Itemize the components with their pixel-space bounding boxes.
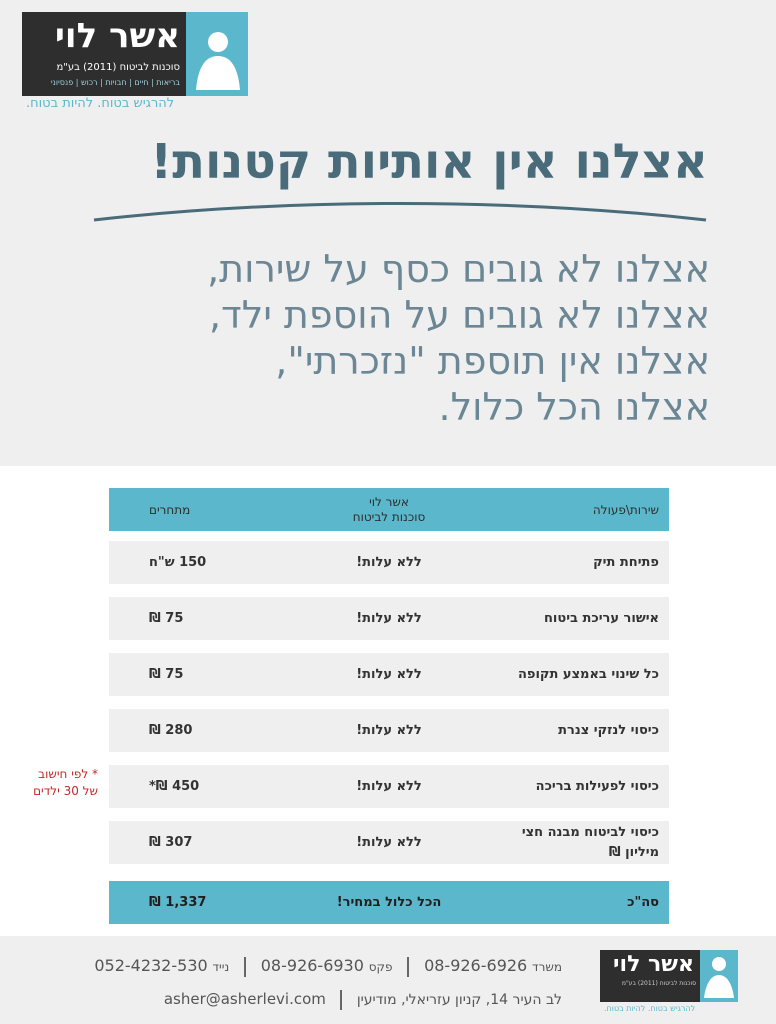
row-asher: ללא עלות! bbox=[356, 723, 422, 738]
logo-lines: בריאות | חיים | חבויות | רכוש | פנסיוני bbox=[50, 78, 180, 87]
row-asher: ללא עלות! bbox=[356, 611, 422, 626]
headline: אצלנו אין אותיות קטנות! bbox=[150, 134, 708, 190]
row-competitors: 150 ש"ח bbox=[149, 555, 207, 570]
row-service: כיסוי לביטוח מבנה חצי מיליון ₪ bbox=[521, 824, 659, 860]
divider bbox=[244, 957, 246, 977]
tagline-line: אצלנו לא גובים על הוספת ילד, bbox=[208, 293, 710, 337]
mobile-phone[interactable]: 052-4232-530 bbox=[94, 956, 208, 975]
header-asher-text: אשר לוי סוכנות לביטוח bbox=[352, 494, 426, 524]
header-service: שירות\פעולה bbox=[592, 502, 659, 517]
divider bbox=[407, 957, 409, 977]
tagline-line: אצלנו לא גובים כסף על שירות, bbox=[207, 247, 710, 291]
header-competitors: מתחרים bbox=[149, 502, 191, 517]
logo-name: אשר לוי bbox=[54, 16, 180, 56]
fax-number: 08-926-6930 bbox=[260, 956, 364, 975]
table-row bbox=[109, 821, 669, 864]
logo-tagline: להרגיש בטוח. להיות בטוח. bbox=[26, 96, 175, 111]
underline-swoosh bbox=[90, 196, 710, 226]
footer-tagline: להרגיש בטוח. להיות בטוח. bbox=[604, 1004, 696, 1013]
person-icon bbox=[192, 26, 244, 92]
table-row bbox=[109, 765, 669, 808]
footer-logo-teal-panel bbox=[700, 950, 738, 1002]
row-competitors: 75 ₪ bbox=[149, 611, 184, 626]
row-service: אישור עריכת ביטוח bbox=[543, 611, 659, 626]
fax-label: פקס bbox=[368, 960, 393, 974]
row-competitors: 307 ₪ bbox=[149, 835, 193, 850]
person-icon bbox=[700, 950, 738, 1002]
address: לב העיר 14, קניון עזריאלי, מודיעין bbox=[356, 992, 562, 1008]
mobile-label: נייד bbox=[212, 960, 230, 974]
row-asher: ללא עלות! bbox=[356, 555, 422, 570]
header-asher bbox=[309, 488, 469, 531]
divider bbox=[340, 990, 342, 1010]
contact-phones bbox=[94, 956, 562, 977]
total-competitors: 1,337 ₪ bbox=[149, 895, 207, 910]
footer-logo-name: אשר לוי bbox=[613, 952, 694, 977]
row-competitors: 75 ₪ bbox=[149, 667, 184, 682]
logo-subtitle: סוכנות לביטוח (2011) בע"מ bbox=[56, 62, 180, 73]
row-competitors: 280 ₪ bbox=[149, 723, 193, 738]
row-service: כיסוי לפעילות בריכה bbox=[535, 779, 659, 794]
office-phone[interactable]: 08-926-6926 bbox=[424, 956, 528, 975]
total-label: סה"כ bbox=[627, 895, 659, 910]
contact-address bbox=[164, 990, 562, 1010]
footer-logo bbox=[600, 950, 738, 1002]
office-label: משרד bbox=[532, 960, 562, 974]
logo bbox=[22, 12, 248, 96]
table-row bbox=[109, 597, 669, 640]
footer-logo-dark-panel bbox=[600, 950, 700, 1002]
tagline-lines bbox=[207, 246, 710, 430]
row-asher: ללא עלות! bbox=[356, 667, 422, 682]
email-link[interactable]: asher@asherlevi.com bbox=[163, 990, 326, 1008]
logo-dark-panel bbox=[22, 12, 186, 96]
row-asher: ללא עלות! bbox=[356, 779, 422, 794]
footer bbox=[0, 936, 776, 1024]
table-row bbox=[109, 541, 669, 584]
comparison-table bbox=[109, 488, 669, 924]
row-asher: ללא עלות! bbox=[356, 835, 422, 850]
row-service: פתיחת תיק bbox=[593, 555, 659, 570]
table-row bbox=[109, 653, 669, 696]
row-competitors: 450 ₪* bbox=[149, 779, 200, 794]
tagline-line: אצלנו אין תוספת "נזכרתי", bbox=[275, 339, 710, 383]
row-service: כיסוי לנזקי צנרת bbox=[558, 723, 659, 738]
row-service: כל שינוי באמצע תקופה bbox=[517, 667, 659, 682]
table-total bbox=[109, 881, 669, 924]
table-row bbox=[109, 709, 669, 752]
total-asher: הכל כלול במחיר! bbox=[336, 895, 442, 910]
footnote: * לפי חישוב של 30 ילדים bbox=[33, 767, 98, 798]
tagline-line: אצלנו הכל כלול. bbox=[438, 385, 710, 429]
table-header bbox=[109, 488, 669, 531]
top-section bbox=[0, 0, 776, 466]
footer-logo-subtitle: סוכנות לביטוח (2011) בע"מ bbox=[621, 980, 696, 987]
